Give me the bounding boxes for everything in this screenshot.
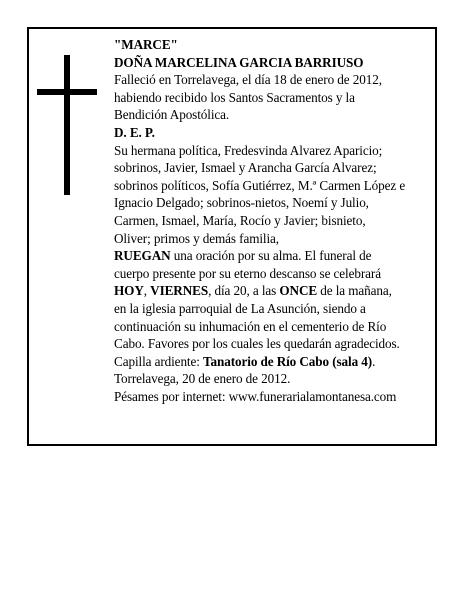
ruegan-word: RUEGAN (114, 248, 171, 264)
funeral-line-1-rest: una oración por su alma. El funeral de (170, 248, 372, 264)
deceased-name: DOÑA MARCELINA GARCIA BARRIUSO (114, 54, 364, 70)
funeral-line-2: cuerpo presente por su eterno descanso se celebrará (114, 265, 381, 281)
obituary-text (114, 36, 432, 405)
death-line-3: Bendición Apostólica. (114, 107, 230, 123)
nickname: "MARCE" (114, 37, 178, 52)
family-line-4: Ignacio Delgado; sobrinos-nietos, Noemí y Julio, (114, 195, 369, 211)
tanatorio-name: Tanatorio de Río Cabo (sala 4) (203, 353, 373, 369)
dep-heading: D. E. P. (114, 124, 155, 140)
capilla-label: Capilla ardiente: (114, 353, 204, 369)
cross-icon (37, 55, 97, 195)
funeral-line-4: en la iglesia parroquial de La Asunción, siendo a (114, 300, 366, 316)
funeral-line-3-end: de la mañana, (317, 283, 392, 299)
condolences-line: Pésames por internet: www.funerarialamontanesa.com (114, 388, 397, 404)
cross-vertical-bar (64, 55, 70, 195)
death-line-2: habiendo recibido los Santos Sacramentos y la (114, 89, 355, 105)
funeral-line-3-mid: , día 20, a las (208, 283, 280, 299)
capilla-end: . (372, 353, 376, 369)
funeral-line-1 (114, 247, 432, 265)
cross-horizontal-bar (37, 89, 97, 95)
funeral-line-5: continuación su inhumación en el cementerio de Río (114, 318, 387, 334)
family-line-2: sobrinos, Javier, Ismael y Arancha García Alvarez; (114, 160, 377, 176)
funeral-line-3 (114, 282, 432, 300)
capilla-line (114, 353, 432, 371)
family-line-3: sobrinos políticos, Sofía Gutiérrez, M.ª Carmen López e (114, 177, 406, 193)
family-line-6: Oliver; primos y demás familia, (114, 230, 280, 246)
place-date: Torrelavega, 20 de enero de 2012. (114, 371, 291, 387)
once-word: ONCE (279, 283, 318, 299)
hoy-word: HOY (114, 283, 144, 299)
death-line-1: Falleció en Torrelavega, el día 18 de enero de 2012, (114, 72, 382, 88)
comma-separator: , (143, 283, 151, 299)
funeral-line-6: Cabo. Favores por los cuales les quedarán agradecidos. (114, 336, 400, 352)
family-line-5: Carmen, Ismael, María, Rocío y Javier; bisnieto, (114, 212, 366, 228)
family-line-1: Su hermana política, Fredesvinda Alvarez Aparicio; (114, 142, 383, 158)
viernes-word: VIERNES (150, 283, 209, 299)
